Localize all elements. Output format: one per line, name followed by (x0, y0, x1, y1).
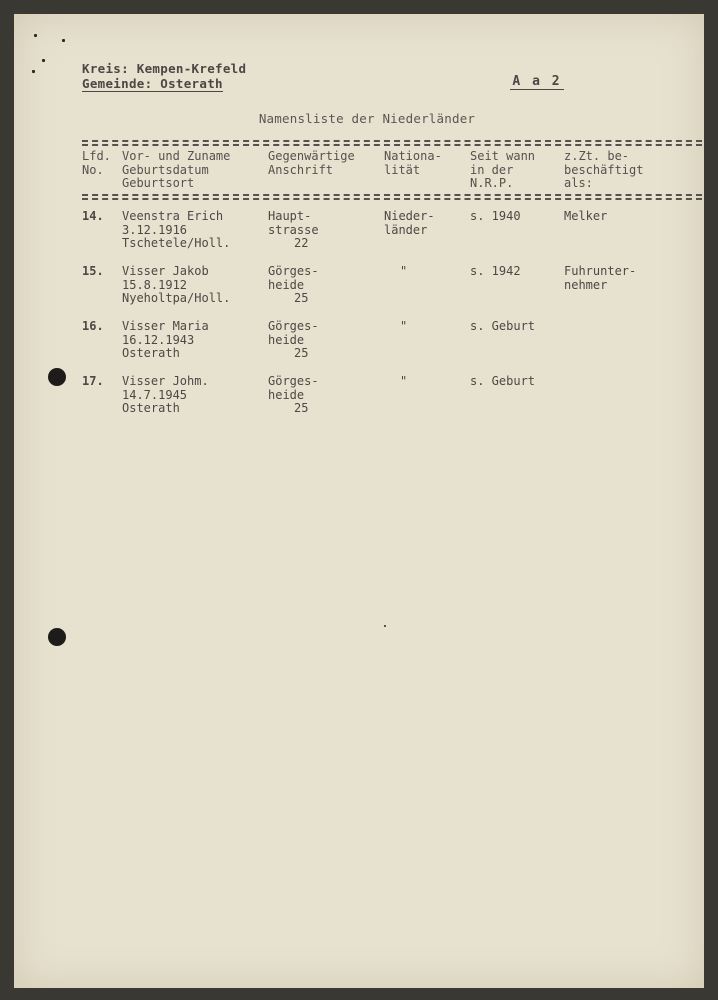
col-header-name: Vor- und Zuname Geburtsdatum Geburtsort (122, 149, 231, 190)
since: s. 1940 (470, 209, 521, 223)
ink-speck (384, 625, 386, 627)
col-header-nationality: Nationa- lität (384, 149, 442, 177)
dashed-rule-header-bottom-2 (82, 198, 702, 200)
punch-hole-bottom (48, 628, 66, 646)
nationality: " (400, 374, 408, 388)
person-name: Visser Maria 16.12.1943 Osterath (122, 319, 209, 360)
address: Görges- heide 25 (268, 319, 319, 360)
nationality: Nieder- länder (384, 209, 435, 237)
address: Görges- heide 25 (268, 374, 319, 415)
occupation: Fuhrunter- nehmer (564, 264, 637, 292)
col-header-address: Gegenwärtige Anschrift (268, 149, 355, 177)
col-header-since: Seit wann in der N.R.P. (470, 149, 536, 190)
row-number: 15. (82, 264, 104, 278)
ink-speck (34, 34, 37, 37)
since: s. 1942 (470, 264, 521, 278)
col-header-no: Lfd. No. (82, 149, 111, 177)
gemeinde-line: Gemeinde: Osterath (82, 76, 223, 91)
person-name: Visser Jakob 15.8.1912 Nyeholtpa/Holl. (122, 264, 231, 305)
row-number: 14. (82, 209, 104, 223)
occupation: Melker (564, 209, 608, 223)
dashed-rule-header-bottom (82, 194, 702, 196)
punch-hole-top (48, 368, 66, 386)
document-page (14, 14, 704, 988)
kreis-line: Kreis: Kempen-Krefeld (82, 61, 247, 76)
since: s. Geburt (470, 374, 536, 388)
address: Görges- heide 25 (268, 264, 319, 305)
person-name: Veenstra Erich 3.12.1916 Tschetele/Holl. (122, 209, 231, 250)
person-name: Visser Johm. 14.7.1945 Osterath (122, 374, 209, 415)
row-number: 16. (82, 319, 104, 333)
address: Haupt- strasse 22 (268, 209, 319, 250)
document-title: Namensliste der Niederländer (258, 111, 476, 126)
row-number: 17. (82, 374, 104, 388)
dashed-rule-top-2 (82, 144, 702, 146)
page-number: A a 2 (510, 74, 564, 90)
nationality: " (400, 319, 408, 333)
ink-speck (62, 39, 65, 42)
ink-speck (42, 59, 45, 62)
nationality: " (400, 264, 408, 278)
col-header-occupation: z.Zt. be- beschäftigt als: (564, 149, 644, 190)
ink-speck (32, 70, 35, 73)
dashed-rule-top (82, 140, 702, 142)
since: s. Geburt (470, 319, 536, 333)
